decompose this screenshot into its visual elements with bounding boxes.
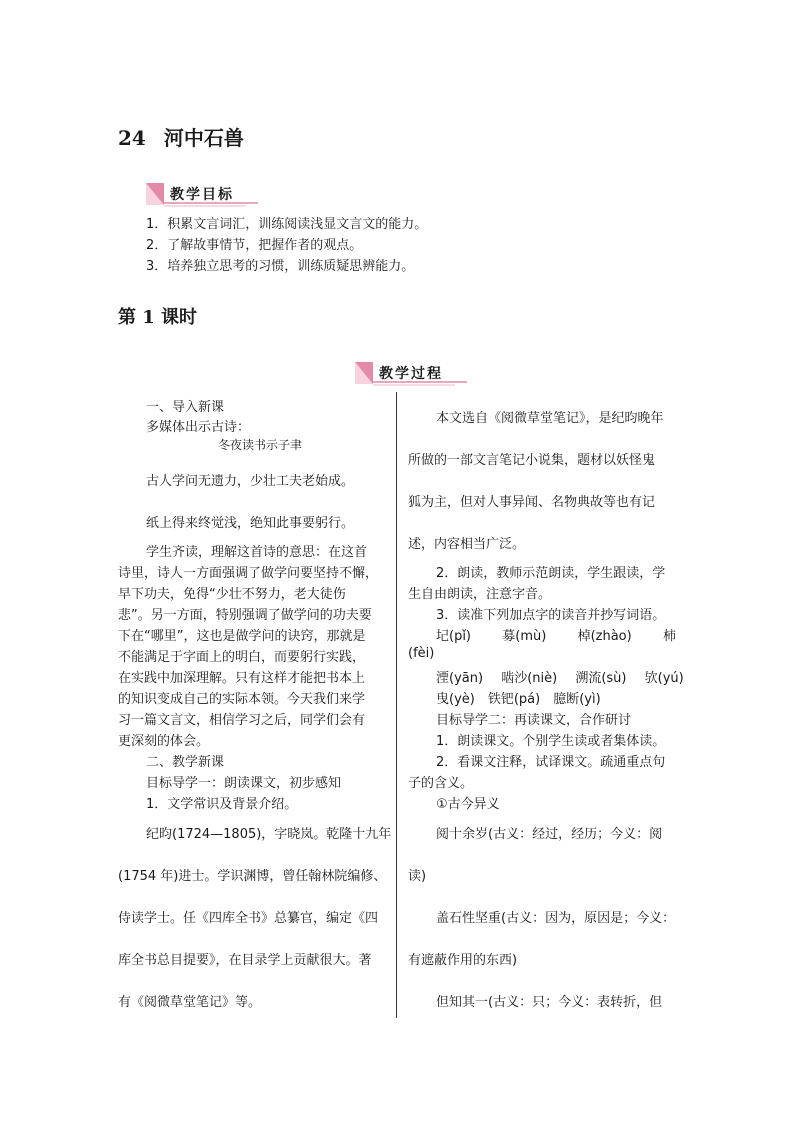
text-line: 多媒体出示古诗： bbox=[146, 420, 251, 435]
pronunciation-item: 湮(yān) bbox=[436, 671, 484, 686]
text-line: 不能满足于字面上的明白，而要躬行实践， bbox=[118, 650, 366, 665]
text-line: 1．朗读课文。个别学生读或者集体读。 bbox=[436, 734, 666, 749]
text-line: 纪昀(1724—1805)，字晓岚。乾隆十九年 bbox=[146, 827, 392, 842]
objective-item: 2．了解故事情节，把握作者的观点。 bbox=[146, 238, 363, 253]
pronunciation-item: 圮(pǐ) bbox=[436, 629, 472, 644]
text-line: 读) bbox=[408, 869, 427, 884]
pronunciation-row bbox=[436, 667, 684, 686]
text-line: 侍读学士。任《四库全书》总纂官，编定《四 bbox=[118, 911, 379, 926]
text-line: 所做的一部文言笔记小说集，题材以妖怪鬼 bbox=[408, 453, 656, 468]
text-line: 2．朗读，教师示范朗读，学生跟读，学 bbox=[436, 566, 666, 581]
text-line: 诗里，诗人一方面强调了做学问要坚持不懈， bbox=[118, 566, 379, 581]
pronunciation-row bbox=[436, 625, 676, 644]
text-line: 盖石性坚重(古义：因为，原因是；今义： bbox=[436, 911, 676, 926]
pronunciation-row: 曳(yè) 铁钯(pá) 臆断(yì) bbox=[436, 692, 601, 707]
text-line: 子的含义。 bbox=[408, 776, 474, 791]
pronunciation-item: 募(mù) bbox=[502, 629, 547, 644]
text-line: 阅十余岁(古义：经过，经历；今义：阅 bbox=[436, 827, 663, 842]
objective-item: 3．培养独立思考的习惯，训练质疑思辨能力。 bbox=[146, 259, 415, 274]
poem-line: 纸上得来终觉浅，绝知此事要躬行。 bbox=[146, 516, 355, 531]
guide-heading: 目标导学一：朗读课文，初步感知 bbox=[146, 776, 342, 791]
text-line: 学生齐读，理解这首诗的意思：在这首 bbox=[146, 545, 368, 560]
text-line: 习一篇文言文，相信学习之后，同学们会有 bbox=[118, 713, 366, 728]
poem-line: 古人学问无遗力，少壮工夫老始成。 bbox=[146, 474, 355, 489]
pronunciation-item: 溯流(sù) bbox=[575, 671, 627, 686]
text-line: 述，内容相当广泛。 bbox=[408, 537, 526, 552]
pronunciation-item: 棹(zhào) bbox=[577, 629, 632, 644]
text-line: 但知其一(古义：只；今义：表转折，但 bbox=[436, 995, 663, 1010]
guide-heading: 目标导学二：再读课文，合作研讨 bbox=[436, 713, 632, 728]
text-line: 狐为主，但对人事异闻、名物典故等也有记 bbox=[408, 495, 656, 510]
text-line: 悲”。另一方面，特别强调了做学问的功夫要 bbox=[118, 608, 372, 623]
text-line: 下在“哪里”，这也是做学问的诀窍，那就是 bbox=[118, 629, 366, 644]
text-line: 更深刻的体会。 bbox=[118, 734, 210, 749]
pronunciation-item: 柿 bbox=[662, 629, 676, 644]
text-line: 早下功夫，免得“少壮不努力，老大徒伤 bbox=[118, 587, 346, 602]
pronunciation-item: (fèi) bbox=[408, 646, 435, 661]
text-line: 在实践中加深理解。只有这样才能把书本上 bbox=[118, 671, 366, 686]
text-line: 本文选自《阅微草堂笔记》，是纪昀晚年 bbox=[436, 411, 664, 426]
text-line: 2．看课文注释，试译课文。疏通重点句 bbox=[436, 755, 666, 770]
text-line: (1754 年)进士。学识渊博，曾任翰林院编修、 bbox=[118, 869, 387, 884]
objectives-banner-label: 教学目标 bbox=[170, 187, 234, 203]
poem-title: 冬夜读书示子聿 bbox=[218, 438, 303, 452]
text-line: 有遮蔽作用的东西) bbox=[408, 953, 518, 968]
section-title: 第 1 课时 bbox=[118, 307, 198, 328]
text-line: 1．文学常识及背景介绍。 bbox=[146, 797, 298, 812]
text-line: 有《阅微草堂笔记》等。 bbox=[118, 995, 262, 1010]
text-line: 3．读准下列加点字的读音并抄写词语。 bbox=[436, 608, 666, 623]
text-line: 库全书总目提要》，在目录学上贡献很大。著 bbox=[118, 953, 372, 968]
process-banner-label: 教学过程 bbox=[379, 366, 443, 382]
heading-new-lesson: 二、教学新课 bbox=[146, 755, 225, 770]
pronunciation-item: 啮沙(niè) bbox=[501, 671, 558, 686]
text-line: 的知识变成自己的实际本领。今天我们来学 bbox=[118, 692, 366, 707]
lesson-number: 24 bbox=[118, 126, 146, 150]
text-line: ①古今异义 bbox=[436, 797, 500, 812]
lesson-name: 河中石兽 bbox=[163, 126, 244, 150]
heading-import: 一、导入新课 bbox=[146, 400, 225, 415]
text-line: 生自由朗读，注意字音。 bbox=[408, 587, 552, 602]
pronunciation-item: 欤(yú) bbox=[644, 671, 684, 686]
objective-item: 1．积累文言词汇，训练阅读浅显文言文的能力。 bbox=[146, 217, 428, 232]
